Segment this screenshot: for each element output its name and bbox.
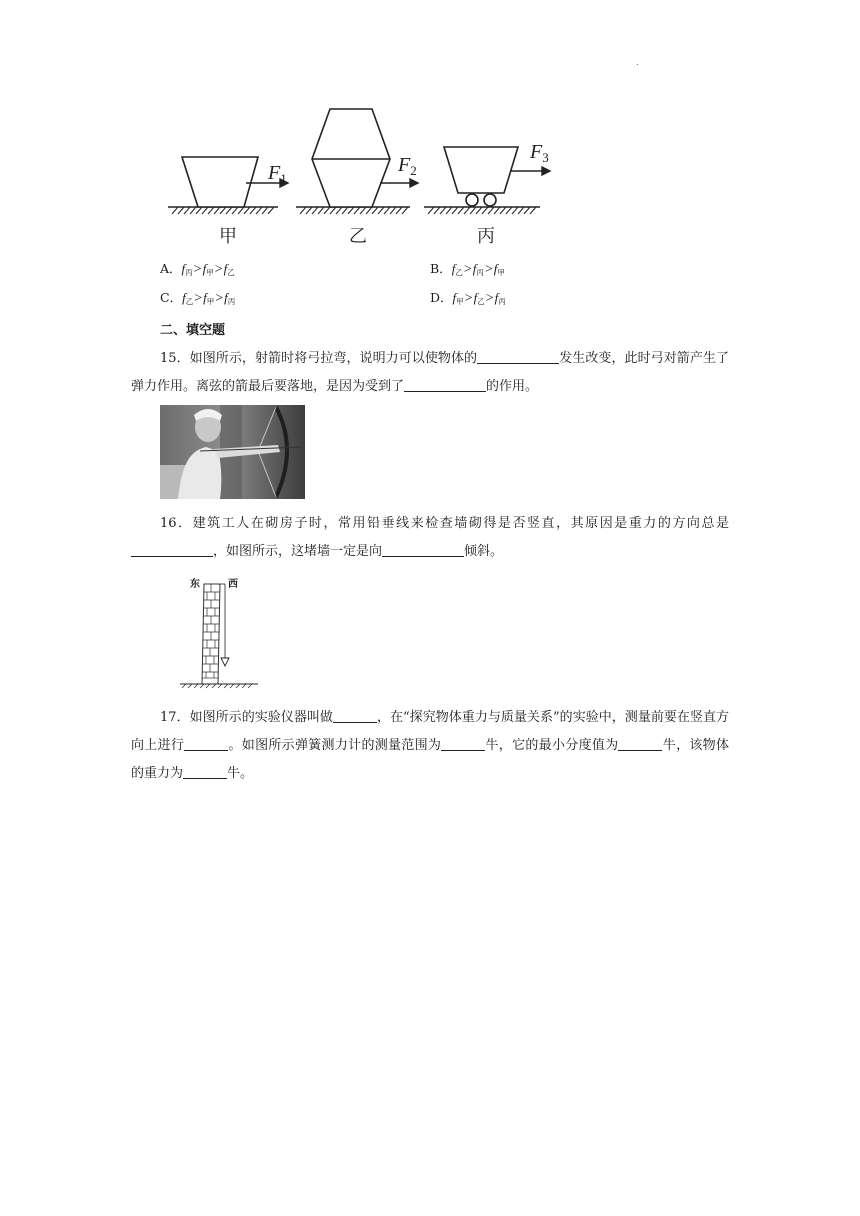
- blank-17-2[interactable]: [184, 736, 228, 751]
- header-dot: .: [636, 58, 639, 67]
- force-f1-label: $F_1$: [268, 162, 287, 186]
- option-c[interactable]: C．$f_乙>f_甲>f_丙$: [160, 290, 236, 306]
- option-b[interactable]: B．$f_乙>f_丙>f_甲$: [430, 261, 505, 277]
- force-f3-label: $F_3$: [530, 141, 549, 165]
- label-yi: 乙: [349, 226, 367, 247]
- blank-17-1[interactable]: [333, 708, 377, 723]
- label-west: 西: [228, 579, 238, 590]
- label-east: 东: [190, 579, 200, 590]
- blank-17-5[interactable]: [183, 764, 227, 779]
- blank-17-4[interactable]: [618, 736, 662, 751]
- question-15: 15．如图所示，射箭时将弓拉弯，说明力可以使物体的 发生改变，此时弓对箭产生了弹力作用。离弦的箭最后要落地，是因为受到了 的作用。: [131, 351, 729, 394]
- question-17: 17．如图所示的实验仪器叫做 ，在“探究物体重力与质量关系”的实验中，测量前要在竖直方向上进行 。如图所示弹簧测力计的测量范围为 牛，它的最小分度值为 牛，该物体的重力为 牛。: [131, 710, 730, 781]
- blank-16-2[interactable]: [382, 542, 464, 557]
- section-title: 二、填空题: [160, 323, 226, 338]
- option-a[interactable]: A．$f_丙>f_甲>f_乙$: [160, 261, 235, 277]
- block-bing: [444, 147, 518, 193]
- archery-photo: [160, 405, 305, 499]
- blank-15-2[interactable]: [404, 377, 486, 392]
- blank-17-3[interactable]: [441, 736, 485, 751]
- blank-15-1[interactable]: [477, 349, 559, 364]
- block-jia: [182, 157, 258, 207]
- blank-16-1[interactable]: [131, 542, 213, 557]
- block-yi: [312, 109, 390, 207]
- option-d[interactable]: D．$f_甲>f_乙>f_丙$: [430, 290, 506, 306]
- force-f2-label: $F_2$: [398, 154, 417, 178]
- question-16: 16．建筑工人在砌房子时，常用铅垂线来检查墙砌得是否竖直，其原因是重力的方向总是，如图所示，这堵墙一定是向 倾斜。: [131, 510, 729, 566]
- plumb-wall-figure: [176, 574, 266, 690]
- label-jia: 甲: [219, 226, 237, 247]
- friction-figure: [160, 105, 560, 250]
- label-bing: 丙: [477, 226, 495, 247]
